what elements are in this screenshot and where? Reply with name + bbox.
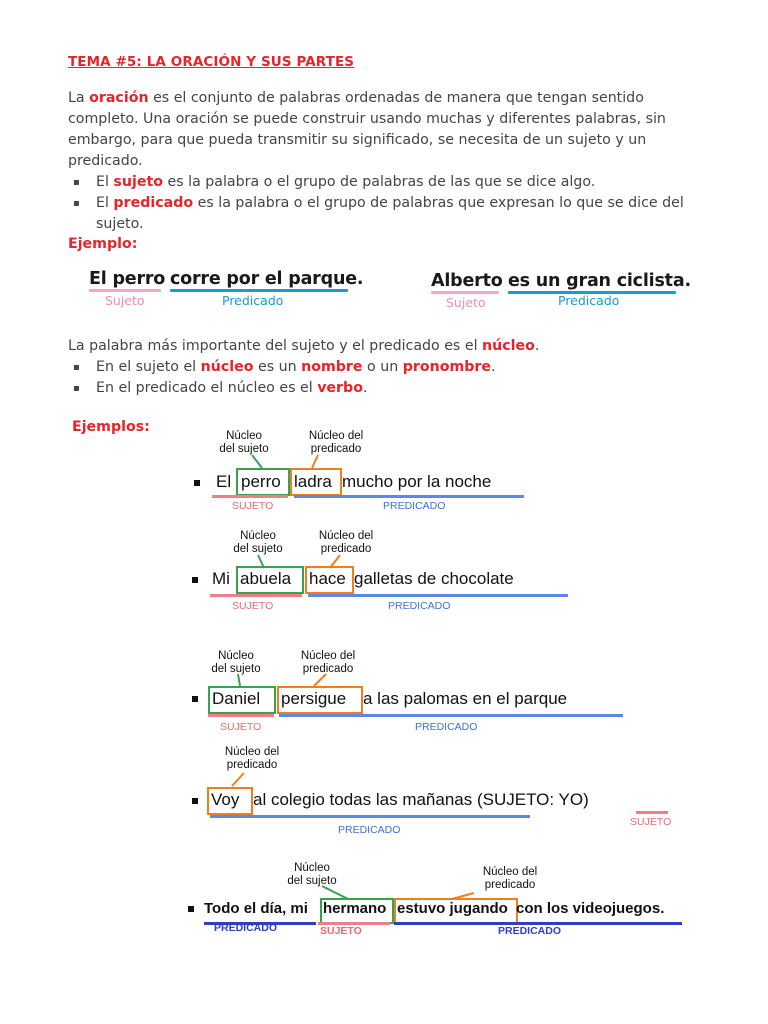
bullet-text: En el sujeto el xyxy=(96,359,201,375)
s1-label-verb-core xyxy=(298,430,374,456)
s2-pre: Mi xyxy=(212,569,230,588)
s2-sujeto-tag: SUJETO xyxy=(232,600,274,612)
connector-s1-subject xyxy=(252,455,262,468)
term-nucleo: núcleo xyxy=(482,338,535,354)
intro-text: La xyxy=(68,90,90,106)
term-predicado: predicado xyxy=(113,195,194,211)
nucleo-text: La palabra más importante del sujeto y el predicado es el xyxy=(68,338,483,354)
s3-subject-underline xyxy=(208,714,274,717)
term-sujeto: sujeto xyxy=(113,174,163,190)
term-oracion: oración xyxy=(89,90,149,106)
bullet-square-icon xyxy=(192,577,198,583)
connector-s1-verb xyxy=(312,455,318,468)
label-line: Núcleo del xyxy=(300,650,356,662)
intro-text: es el conjunto de palabras ordenadas de manera que tengan sentido completo. Una oración se puede construir usando muchas y diferentes palabras, sin embargo, para que pueda transmitir su significado, se necesita de un sujeto y un predicado. xyxy=(68,90,666,169)
label-line: del sujeto xyxy=(219,443,269,455)
bullet-text: . xyxy=(362,380,368,396)
bullet-icon: ▪ xyxy=(73,362,80,373)
s4-verb-core: Voy xyxy=(211,790,240,809)
s5-label-verb-core xyxy=(472,866,548,892)
bullet-text: es la palabra o el grupo de palabras de las que se dice algo. xyxy=(162,174,596,190)
example1-predicate: corre por el parque. xyxy=(170,269,364,289)
ejemplo-label: Ejemplo: xyxy=(68,236,138,252)
s1-verb-core: ladra xyxy=(294,472,332,491)
example1-subject-tag: Sujeto xyxy=(105,293,145,308)
bullet-square-icon xyxy=(188,906,194,912)
s5-pre: Todo el día, mi xyxy=(204,900,308,917)
s2-label-verb-core xyxy=(308,530,384,556)
label-line: predicado xyxy=(320,543,372,555)
nucleo-text: . xyxy=(534,338,540,354)
bullet-square-icon xyxy=(192,696,198,702)
label-line: Núcleo del xyxy=(224,746,280,758)
example2-subject-tag: Sujeto xyxy=(446,295,486,310)
s5-subject-core: hermano xyxy=(323,900,387,917)
ejemplos-label: Ejemplos: xyxy=(72,419,150,435)
s1-predicado-tag: PREDICADO xyxy=(383,500,446,512)
s4-close: ) xyxy=(583,790,589,809)
s5-rest: con los videojuegos. xyxy=(516,900,665,917)
example2-predicate: es un gran ciclista. xyxy=(508,271,691,291)
term-pronombre: pronombre xyxy=(402,359,492,375)
s5-sujeto-tag: SUJETO xyxy=(320,925,362,937)
s4-subject-underline xyxy=(636,811,668,814)
s5-verb-core: estuvo jugando xyxy=(397,900,508,917)
label-line: Núcleo del xyxy=(482,866,538,878)
bullet-square-icon xyxy=(194,480,200,486)
example1-predicate-tag: Predicado xyxy=(222,293,284,308)
label-line: del sujeto xyxy=(287,875,337,887)
label-line: predicado xyxy=(226,759,278,771)
label-line: predicado xyxy=(484,879,536,891)
bullet-text: El xyxy=(96,195,114,211)
s3-label-verb-core xyxy=(290,650,366,676)
page-title: TEMA #5: LA ORACIÓN Y SUS PARTES xyxy=(68,54,355,70)
s3-predicado-tag: PREDICADO xyxy=(415,721,478,733)
s1-rest: mucho por la noche xyxy=(342,472,492,491)
s2-subject-underline xyxy=(210,594,302,597)
term-nombre: nombre xyxy=(301,359,363,375)
bullet-text: . xyxy=(491,359,496,375)
s4-predicado-tag: PREDICADO xyxy=(338,824,401,836)
s4-sujeto-tag: SUJETO xyxy=(630,816,672,828)
label-line: Núcleo del xyxy=(308,430,364,442)
label-line: Núcleo xyxy=(218,650,254,662)
s2-rest: galletas de chocolate xyxy=(354,569,514,588)
example1-subject: El perro xyxy=(89,269,166,289)
bullet-icon: ▪ xyxy=(73,383,80,394)
bullet-text: es un xyxy=(253,359,302,375)
label-line: del sujeto xyxy=(211,663,261,675)
s4-label-verb-core xyxy=(214,746,290,772)
s3-label-subject-core xyxy=(204,650,268,676)
s3-rest: a las palomas en el parque xyxy=(363,689,568,708)
s1-subject-underline xyxy=(212,495,288,498)
label-line: Núcleo xyxy=(294,862,330,874)
s1-sujeto-tag: SUJETO xyxy=(232,500,274,512)
s3-subject-core: Daniel xyxy=(212,689,261,708)
connector-s4-verb xyxy=(232,773,244,786)
label-line: Núcleo xyxy=(226,430,262,442)
bullet-icon: ▪ xyxy=(73,198,80,209)
s1-subject-core: perro xyxy=(241,472,281,491)
s4-rest xyxy=(253,790,589,810)
s4-predicate-underline xyxy=(210,815,530,818)
s3-predicate-underline xyxy=(279,714,623,717)
label-line: Núcleo del xyxy=(318,530,374,542)
bullet-icon: ▪ xyxy=(73,177,80,188)
s5-predicado-tag-1: PREDICADO xyxy=(214,922,278,934)
example2-predicate-tag: Predicado xyxy=(558,293,620,308)
s2-subject-core: abuela xyxy=(240,569,292,588)
s2-verb-core: hace xyxy=(309,569,346,588)
bullet-text: En el predicado el núcleo es el xyxy=(96,380,318,396)
bullet-text: El xyxy=(96,174,114,190)
s2-predicado-tag: PREDICADO xyxy=(388,600,451,612)
bullet-text: o un xyxy=(362,359,403,375)
s1-label-subject-core xyxy=(212,430,276,456)
bullet-text: es la palabra o el grupo de palabras que expresan lo que se dice del sujeto. xyxy=(96,195,684,232)
label-line: predicado xyxy=(310,443,362,455)
label-line: predicado xyxy=(302,663,354,675)
label-line: Núcleo xyxy=(240,530,276,542)
s3-verb-core: persigue xyxy=(281,689,347,708)
s5-predicado-tag-2: PREDICADO xyxy=(498,925,562,937)
s3-sujeto-tag: SUJETO xyxy=(220,721,262,733)
example2-subject: Alberto xyxy=(431,271,503,291)
label-line: del sujeto xyxy=(233,543,283,555)
s4-rest-text: al colegio todas las mañanas (SUJETO: xyxy=(253,790,559,809)
s4-implicit-subject: YO xyxy=(558,790,584,809)
term-nucleo: núcleo xyxy=(200,359,254,375)
term-verbo: verbo xyxy=(317,380,363,396)
s1-pre: El xyxy=(216,472,232,491)
s2-predicate-underline xyxy=(308,594,568,597)
s2-label-subject-core xyxy=(226,530,290,556)
bullet-square-icon xyxy=(192,798,198,804)
s1-predicate-underline xyxy=(294,495,524,498)
s5-label-subject-core xyxy=(280,862,344,888)
